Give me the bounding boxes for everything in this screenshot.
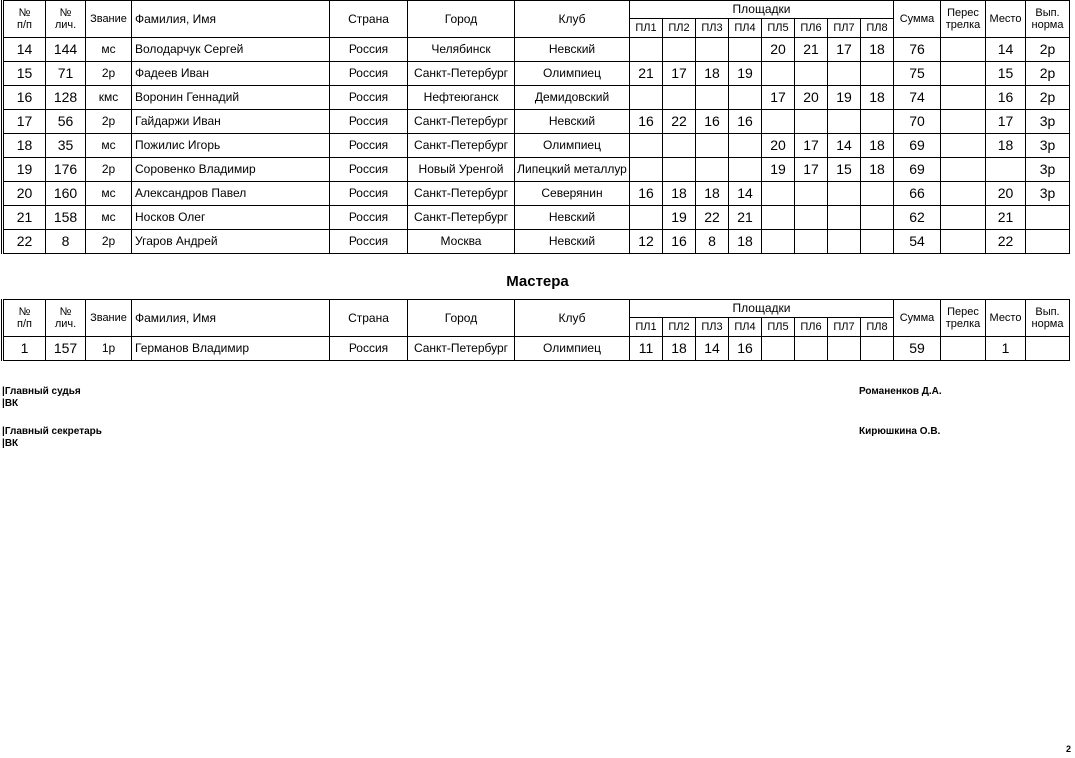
header-city: Город bbox=[408, 1, 515, 38]
cell-pl5 bbox=[762, 206, 795, 230]
header-line: № bbox=[59, 306, 72, 318]
cell-sum: 76 bbox=[894, 38, 941, 62]
cell-pl1: 16 bbox=[630, 110, 663, 134]
header-line: № bbox=[18, 306, 31, 318]
cell-pl6 bbox=[795, 110, 828, 134]
cell-country: Россия bbox=[330, 182, 408, 206]
cell-pl1 bbox=[630, 134, 663, 158]
cell-club: Невский bbox=[515, 110, 630, 134]
cell-pl7 bbox=[828, 206, 861, 230]
cell-pl3 bbox=[696, 134, 729, 158]
cell-pl7 bbox=[828, 230, 861, 254]
cell-norm bbox=[1026, 337, 1070, 361]
header-line: п/п bbox=[17, 19, 32, 31]
cell-pl6: 17 bbox=[795, 134, 828, 158]
cell-pl5 bbox=[762, 230, 795, 254]
cell-pl2: 18 bbox=[663, 337, 696, 361]
cell-pp: 17 bbox=[3, 110, 46, 134]
cell-norm: 2р bbox=[1026, 38, 1070, 62]
cell-pl6 bbox=[795, 206, 828, 230]
cell-pl3 bbox=[696, 38, 729, 62]
cell-country: Россия bbox=[330, 230, 408, 254]
cell-pl2: 22 bbox=[663, 110, 696, 134]
cell-norm bbox=[1026, 230, 1070, 254]
header-reweigh-line1: Перес bbox=[947, 7, 979, 19]
header-pl5: ПЛ5 bbox=[762, 19, 795, 38]
cell-pl6 bbox=[795, 230, 828, 254]
cell-pl1 bbox=[630, 206, 663, 230]
header-areas: Площадки bbox=[630, 300, 894, 318]
cell-reweigh bbox=[941, 110, 986, 134]
cell-sum: 59 bbox=[894, 337, 941, 361]
cell-rank: 2р bbox=[86, 62, 132, 86]
cell-sum: 62 bbox=[894, 206, 941, 230]
cell-name: Гайдаржи Иван bbox=[132, 110, 330, 134]
cell-rank: мс bbox=[86, 38, 132, 62]
cell-reweigh bbox=[941, 206, 986, 230]
cell-country: Россия bbox=[330, 134, 408, 158]
cell-pl3 bbox=[696, 158, 729, 182]
table-row bbox=[3, 110, 1070, 134]
cell-pl7: 19 bbox=[828, 86, 861, 110]
cell-rank: 2р bbox=[86, 230, 132, 254]
cell-pl2: 19 bbox=[663, 206, 696, 230]
table-row bbox=[3, 158, 1070, 182]
cell-sum: 69 bbox=[894, 134, 941, 158]
header-sum: Сумма bbox=[894, 300, 941, 337]
table-row bbox=[3, 134, 1070, 158]
cell-place: 22 bbox=[986, 230, 1026, 254]
header-line: № bbox=[59, 7, 72, 19]
cell-pl4 bbox=[729, 158, 762, 182]
cell-pl7: 14 bbox=[828, 134, 861, 158]
header-reweigh bbox=[941, 1, 986, 38]
cell-name: Угаров Андрей bbox=[132, 230, 330, 254]
cell-pp: 1 bbox=[3, 337, 46, 361]
header-city: Город bbox=[408, 300, 515, 337]
cell-rank: кмс bbox=[86, 86, 132, 110]
cell-name: Пожилис Игорь bbox=[132, 134, 330, 158]
cell-lic: 158 bbox=[46, 206, 86, 230]
cell-club: Олимпиец bbox=[515, 337, 630, 361]
cell-name: Александров Павел bbox=[132, 182, 330, 206]
cell-sum: 70 bbox=[894, 110, 941, 134]
cell-pp: 16 bbox=[3, 86, 46, 110]
header-lic bbox=[46, 300, 86, 337]
cell-club: Северянин bbox=[515, 182, 630, 206]
header-pl4: ПЛ4 bbox=[729, 318, 762, 337]
cell-pl2 bbox=[663, 38, 696, 62]
section-title-masters: Мастера bbox=[506, 273, 569, 290]
header-norm bbox=[1026, 300, 1070, 337]
cell-pl2: 18 bbox=[663, 182, 696, 206]
cell-reweigh bbox=[941, 38, 986, 62]
cell-sum: 74 bbox=[894, 86, 941, 110]
header-club: Клуб bbox=[515, 1, 630, 38]
cell-lic: 71 bbox=[46, 62, 86, 86]
cell-name: Володарчук Сергей bbox=[132, 38, 330, 62]
cell-rank: мс bbox=[86, 206, 132, 230]
header-pl8: ПЛ8 bbox=[861, 19, 894, 38]
header-place: Место bbox=[986, 1, 1026, 38]
cell-pl7: 15 bbox=[828, 158, 861, 182]
header-sum: Сумма bbox=[894, 1, 941, 38]
cell-place: 14 bbox=[986, 38, 1026, 62]
table-row bbox=[3, 86, 1070, 110]
header-pl7: ПЛ7 bbox=[828, 318, 861, 337]
header-line: лич. bbox=[54, 19, 77, 31]
cell-place: 20 bbox=[986, 182, 1026, 206]
cell-pl7: 17 bbox=[828, 38, 861, 62]
cell-place: 21 bbox=[986, 206, 1026, 230]
cell-name: Носков Олег bbox=[132, 206, 330, 230]
cell-pl5: 20 bbox=[762, 38, 795, 62]
cell-club: Липецкий металлур bbox=[515, 158, 630, 182]
cell-name: Соровенко Владимир bbox=[132, 158, 330, 182]
cell-pl1: 11 bbox=[630, 337, 663, 361]
cell-rank: 2р bbox=[86, 158, 132, 182]
cell-pl3: 16 bbox=[696, 110, 729, 134]
header-norm bbox=[1026, 1, 1070, 38]
cell-lic: 176 bbox=[46, 158, 86, 182]
cell-city: Москва bbox=[408, 230, 515, 254]
cell-country: Россия bbox=[330, 158, 408, 182]
cell-pp: 19 bbox=[3, 158, 46, 182]
header-rank: Звание bbox=[86, 1, 132, 38]
cell-city: Санкт-Петербург bbox=[408, 206, 515, 230]
cell-pl6: 17 bbox=[795, 158, 828, 182]
table-row bbox=[3, 62, 1070, 86]
cell-pl6 bbox=[795, 62, 828, 86]
header-row bbox=[3, 300, 1070, 318]
cell-club: Демидовский bbox=[515, 86, 630, 110]
cell-city: Челябинск bbox=[408, 38, 515, 62]
cell-country: Россия bbox=[330, 110, 408, 134]
cell-place: 16 bbox=[986, 86, 1026, 110]
cell-rank: 2р bbox=[86, 110, 132, 134]
header-pl3: ПЛ3 bbox=[696, 318, 729, 337]
cell-pl8 bbox=[861, 206, 894, 230]
cell-country: Россия bbox=[330, 86, 408, 110]
chief-judge-label: |Главный судья bbox=[2, 386, 81, 397]
results-table bbox=[1, 0, 1070, 254]
chief-judge-category: |ВК bbox=[2, 398, 19, 409]
cell-pl2: 17 bbox=[663, 62, 696, 86]
cell-pl1: 16 bbox=[630, 182, 663, 206]
header-club: Клуб bbox=[515, 300, 630, 337]
header-line: № bbox=[18, 7, 31, 19]
cell-reweigh bbox=[941, 62, 986, 86]
cell-pl6: 21 bbox=[795, 38, 828, 62]
chief-judge-name: Романенков Д.А. bbox=[859, 386, 942, 397]
cell-pl4: 21 bbox=[729, 206, 762, 230]
header-pp bbox=[3, 300, 46, 337]
header-lic bbox=[46, 1, 86, 38]
secretary-name: Кирюшкина О.В. bbox=[859, 426, 941, 437]
header-reweigh-line1: Перес bbox=[947, 306, 979, 318]
cell-pl8: 18 bbox=[861, 38, 894, 62]
cell-pl3: 8 bbox=[696, 230, 729, 254]
cell-name: Фадеев Иван bbox=[132, 62, 330, 86]
cell-pp: 22 bbox=[3, 230, 46, 254]
cell-reweigh bbox=[941, 182, 986, 206]
masters-table bbox=[1, 299, 1070, 361]
cell-norm: 3р bbox=[1026, 182, 1070, 206]
cell-pl5: 19 bbox=[762, 158, 795, 182]
cell-lic: 56 bbox=[46, 110, 86, 134]
header-line: п/п bbox=[17, 318, 32, 330]
cell-reweigh bbox=[941, 158, 986, 182]
cell-club: Невский bbox=[515, 230, 630, 254]
cell-reweigh bbox=[941, 86, 986, 110]
cell-pl8 bbox=[861, 62, 894, 86]
cell-pl4: 19 bbox=[729, 62, 762, 86]
cell-pp: 20 bbox=[3, 182, 46, 206]
header-pl6: ПЛ6 bbox=[795, 19, 828, 38]
cell-sum: 75 bbox=[894, 62, 941, 86]
cell-city: Санкт-Петербург bbox=[408, 337, 515, 361]
cell-norm: 3р bbox=[1026, 110, 1070, 134]
cell-country: Россия bbox=[330, 62, 408, 86]
cell-place: 18 bbox=[986, 134, 1026, 158]
cell-norm: 3р bbox=[1026, 158, 1070, 182]
cell-pl1 bbox=[630, 158, 663, 182]
cell-reweigh bbox=[941, 134, 986, 158]
cell-pl5: 17 bbox=[762, 86, 795, 110]
cell-name: Воронин Геннадий bbox=[132, 86, 330, 110]
cell-city: Санкт-Петербург bbox=[408, 134, 515, 158]
cell-lic: 157 bbox=[46, 337, 86, 361]
cell-pl1 bbox=[630, 38, 663, 62]
cell-pp: 18 bbox=[3, 134, 46, 158]
cell-city: Санкт-Петербург bbox=[408, 182, 515, 206]
header-pl7: ПЛ7 bbox=[828, 19, 861, 38]
cell-club: Олимпиец bbox=[515, 134, 630, 158]
cell-pl8: 18 bbox=[861, 134, 894, 158]
header-row bbox=[3, 1, 1070, 19]
cell-name: Германов Владимир bbox=[132, 337, 330, 361]
cell-lic: 35 bbox=[46, 134, 86, 158]
cell-pl3 bbox=[696, 86, 729, 110]
cell-pl8: 18 bbox=[861, 158, 894, 182]
secretary-label: |Главный секретарь bbox=[2, 426, 102, 437]
cell-lic: 160 bbox=[46, 182, 86, 206]
cell-pl4 bbox=[729, 86, 762, 110]
cell-place: 15 bbox=[986, 62, 1026, 86]
header-reweigh-line2: трелка bbox=[945, 318, 981, 330]
cell-lic: 8 bbox=[46, 230, 86, 254]
cell-norm: 2р bbox=[1026, 62, 1070, 86]
header-country: Страна bbox=[330, 1, 408, 38]
cell-pl3: 18 bbox=[696, 182, 729, 206]
cell-pl8: 18 bbox=[861, 86, 894, 110]
header-place: Место bbox=[986, 300, 1026, 337]
cell-pl1 bbox=[630, 86, 663, 110]
header-name: Фамилия, Имя bbox=[132, 1, 330, 38]
cell-pl8 bbox=[861, 337, 894, 361]
cell-norm: 3р bbox=[1026, 134, 1070, 158]
cell-pl4 bbox=[729, 38, 762, 62]
header-reweigh bbox=[941, 300, 986, 337]
header-line: лич. bbox=[54, 318, 77, 330]
page-number: 2 bbox=[1065, 744, 1071, 754]
cell-pl1: 12 bbox=[630, 230, 663, 254]
cell-rank: 1р bbox=[86, 337, 132, 361]
cell-reweigh bbox=[941, 337, 986, 361]
cell-pp: 15 bbox=[3, 62, 46, 86]
cell-sum: 66 bbox=[894, 182, 941, 206]
header-pp bbox=[3, 1, 46, 38]
cell-pl4 bbox=[729, 134, 762, 158]
cell-pl3: 14 bbox=[696, 337, 729, 361]
cell-pl4: 18 bbox=[729, 230, 762, 254]
cell-reweigh bbox=[941, 230, 986, 254]
header-rank: Звание bbox=[86, 300, 132, 337]
header-pl2: ПЛ2 bbox=[663, 19, 696, 38]
cell-country: Россия bbox=[330, 337, 408, 361]
header-pl1: ПЛ1 bbox=[630, 318, 663, 337]
cell-city: Санкт-Петербург bbox=[408, 62, 515, 86]
cell-club: Олимпиец bbox=[515, 62, 630, 86]
cell-pl5 bbox=[762, 110, 795, 134]
cell-pl2 bbox=[663, 158, 696, 182]
table-row bbox=[3, 230, 1070, 254]
cell-pl4: 14 bbox=[729, 182, 762, 206]
cell-pl6 bbox=[795, 337, 828, 361]
cell-pp: 21 bbox=[3, 206, 46, 230]
secretary-category: |ВК bbox=[2, 438, 19, 449]
cell-city: Санкт-Петербург bbox=[408, 110, 515, 134]
cell-city: Нефтеюганск bbox=[408, 86, 515, 110]
cell-pl5 bbox=[762, 62, 795, 86]
cell-norm bbox=[1026, 206, 1070, 230]
cell-pp: 14 bbox=[3, 38, 46, 62]
header-pl4: ПЛ4 bbox=[729, 19, 762, 38]
cell-pl4: 16 bbox=[729, 110, 762, 134]
cell-norm: 2р bbox=[1026, 86, 1070, 110]
header-norm-line: Вып. bbox=[1035, 306, 1060, 318]
table-row bbox=[3, 38, 1070, 62]
cell-pl3: 22 bbox=[696, 206, 729, 230]
cell-pl6: 20 bbox=[795, 86, 828, 110]
cell-club: Невский bbox=[515, 38, 630, 62]
cell-place bbox=[986, 158, 1026, 182]
cell-pl7 bbox=[828, 337, 861, 361]
cell-pl7 bbox=[828, 62, 861, 86]
cell-rank: мс bbox=[86, 134, 132, 158]
header-pl6: ПЛ6 bbox=[795, 318, 828, 337]
header-country: Страна bbox=[330, 300, 408, 337]
cell-pl2 bbox=[663, 86, 696, 110]
table-row bbox=[3, 337, 1070, 361]
cell-city: Новый Уренгой bbox=[408, 158, 515, 182]
cell-pl2 bbox=[663, 134, 696, 158]
cell-rank: мс bbox=[86, 182, 132, 206]
header-pl1: ПЛ1 bbox=[630, 19, 663, 38]
cell-pl3: 18 bbox=[696, 62, 729, 86]
header-norm-line: норма bbox=[1031, 318, 1064, 330]
cell-country: Россия bbox=[330, 38, 408, 62]
cell-pl2: 16 bbox=[663, 230, 696, 254]
cell-pl7 bbox=[828, 110, 861, 134]
cell-pl7 bbox=[828, 182, 861, 206]
header-norm-line: Вып. bbox=[1035, 7, 1060, 19]
header-name: Фамилия, Имя bbox=[132, 300, 330, 337]
cell-pl8 bbox=[861, 110, 894, 134]
header-reweigh-line2: трелка bbox=[945, 19, 981, 31]
cell-lic: 128 bbox=[46, 86, 86, 110]
cell-club: Невский bbox=[515, 206, 630, 230]
cell-pl5 bbox=[762, 182, 795, 206]
cell-pl5: 20 bbox=[762, 134, 795, 158]
cell-sum: 69 bbox=[894, 158, 941, 182]
header-pl5: ПЛ5 bbox=[762, 318, 795, 337]
table-row bbox=[3, 206, 1070, 230]
header-pl2: ПЛ2 bbox=[663, 318, 696, 337]
header-areas: Площадки bbox=[630, 1, 894, 19]
header-norm-line: норма bbox=[1031, 19, 1064, 31]
cell-sum: 54 bbox=[894, 230, 941, 254]
cell-place: 17 bbox=[986, 110, 1026, 134]
header-pl3: ПЛ3 bbox=[696, 19, 729, 38]
cell-pl5 bbox=[762, 337, 795, 361]
cell-pl8 bbox=[861, 182, 894, 206]
header-pl8: ПЛ8 bbox=[861, 318, 894, 337]
cell-lic: 144 bbox=[46, 38, 86, 62]
table-row bbox=[3, 182, 1070, 206]
cell-place: 1 bbox=[986, 337, 1026, 361]
cell-pl6 bbox=[795, 182, 828, 206]
cell-pl8 bbox=[861, 230, 894, 254]
cell-country: Россия bbox=[330, 206, 408, 230]
cell-pl4: 16 bbox=[729, 337, 762, 361]
cell-pl1: 21 bbox=[630, 62, 663, 86]
